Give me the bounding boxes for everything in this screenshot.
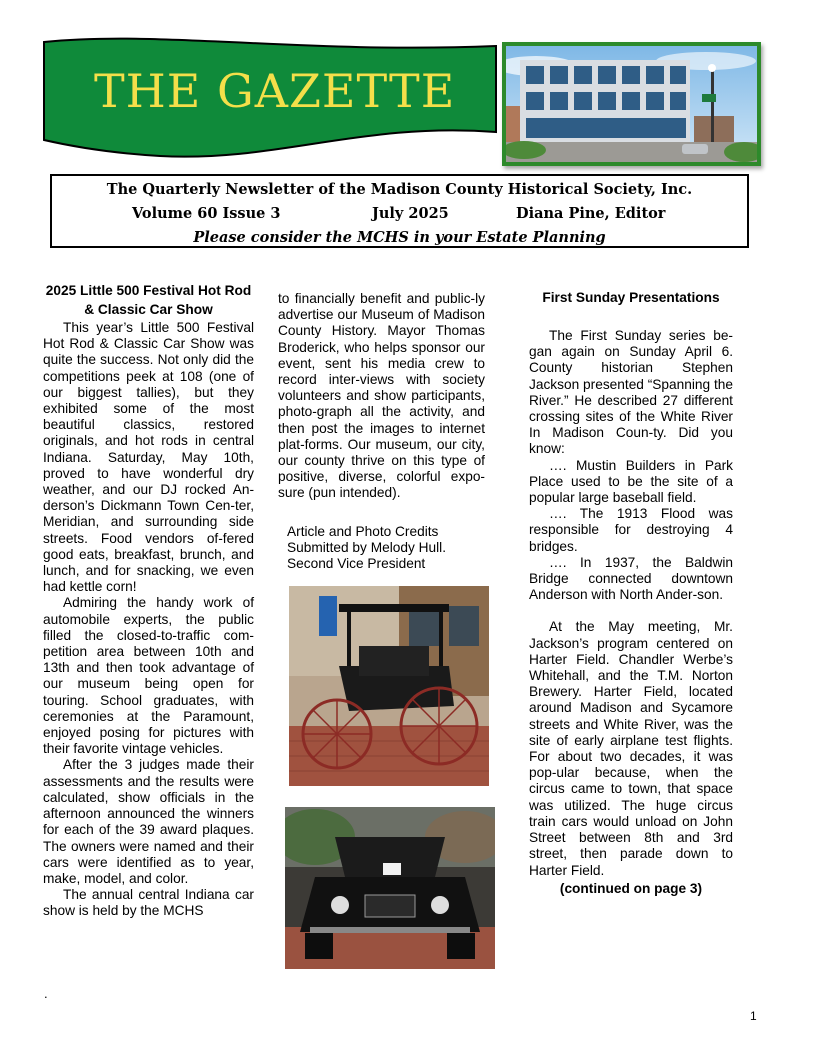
bullet-fact: …. Mustin Builders in Park Place used to be the site of a popular large baseball field. [529,457,733,506]
estate-planning-note: Please consider the MCHS in your Estate Planning [193,229,606,246]
paragraph: Admiring the handy work of automobile experts, the public filled the closed-to-traffic com-petition area between 10th and 13th and then took advantage of our museum being open for touring. School graduates, with ceremonies at the Paramount, enjoyed posing for pictures with their favorite vintage vehicles. [43,595,254,757]
credits-line: Article and Photo Credits [287,524,439,539]
bullet-fact: …. The 1913 Flood was responsible for destroying 4 bridges. [529,506,733,554]
newsletter-title: THE GAZETTE [94,64,456,118]
credits-line: Submitted by Melody Hull. [287,540,446,555]
credits-line: Second Vice President [287,556,426,571]
paragraph: The annual central Indiana car show is held by the MCHS [43,887,254,919]
article-car-show-col2 [278,291,485,502]
paragraph: At the May meeting, Mr. Jackson’s program centered on Harter Field. Chandler Werbe’s Whitehall, and the T.M. Norton Brewery. Harter Field, located around Madison and Sycamore streets and White River, was the site of early airplane test flights. For about two decades, it was pop-ular because, when the circus came to town, that space was utilized. The huge circus train cars would unload on John Street between 8th and 3rd street, then parade down to Harter Field. [529,619,733,878]
bullet-fact: …. In 1937, the Baldwin Bridge connected downtown Anderson with North Ander-son. [529,554,733,603]
newsletter-info-box [50,174,749,248]
volume-issue: Volume 60 Issue 3 [132,205,281,222]
editor-name: Diana Pine, Editor [516,205,666,222]
issue-date: July 2025 [372,205,449,222]
first-sunday-headline: First Sunday Presentations [542,290,720,305]
article-car-show-col1 [43,281,254,920]
masthead-banner [40,36,500,164]
museum-building-photo [502,42,761,166]
continued-note: (continued on page 3) [559,880,703,896]
photo-credits [287,524,487,572]
page-number: 1 [750,1009,757,1023]
classic-muscle-car-photo [285,807,495,969]
paragraph: This year’s Little 500 Festival Hot Rod & Classic Car Show was quite the success. Not only did the competitions peek at 108 (one of our biggest tallies), but they exhibited some of the most beautiful classics, restored originals, and hot rods in central Indiana. Saturday, May 10th, proved to have wonderful dry weather, and our DJ rocked An-derson’s Dickmann Town Cen-ter, Meridian, and surrounding side streets. Food vendors of-fered good eats, breakfast, brunch, and lunch, and for snacking, we even had kettle corn! [43,320,254,595]
paragraph: The First Sunday series be-gan again on Sunday April 6. County historian Stephen Jackson presented “Spanning the River.” He described 27 different crossing sites of the White River In Madison Coun-ty. Did you know: [529,328,733,457]
newsletter-subtitle: The Quarterly Newsletter of the Madison County Historical Society, Inc. [106,181,693,198]
paragraph: to financially benefit and public-ly advertise our Museum of Madison County History. Mayor Thomas Broderick, who helps sponsor our event, sent his media crew to record inter-views with society volunteers and show participants, photo-graph all the activity, and then post the images to internet plat-forms. Our museum, our city, our county thrive on this type of positive, diverse, colorful expo-sure (pun intended). [278,291,485,501]
paragraph: After the 3 judges made their assessments and the results were calculated, show officials in the afternoon announced the winners for each of the 39 award plaques. The owners were named and their cars were identified as to year, make, model, and color. [43,757,254,886]
stray-dot: . [44,986,48,1001]
car-show-headline: 2025 Little 500 Festival Hot Rod & Classic Car Show [45,283,252,317]
article-first-sunday [529,288,733,897]
antique-carriage-car-photo [289,586,489,786]
